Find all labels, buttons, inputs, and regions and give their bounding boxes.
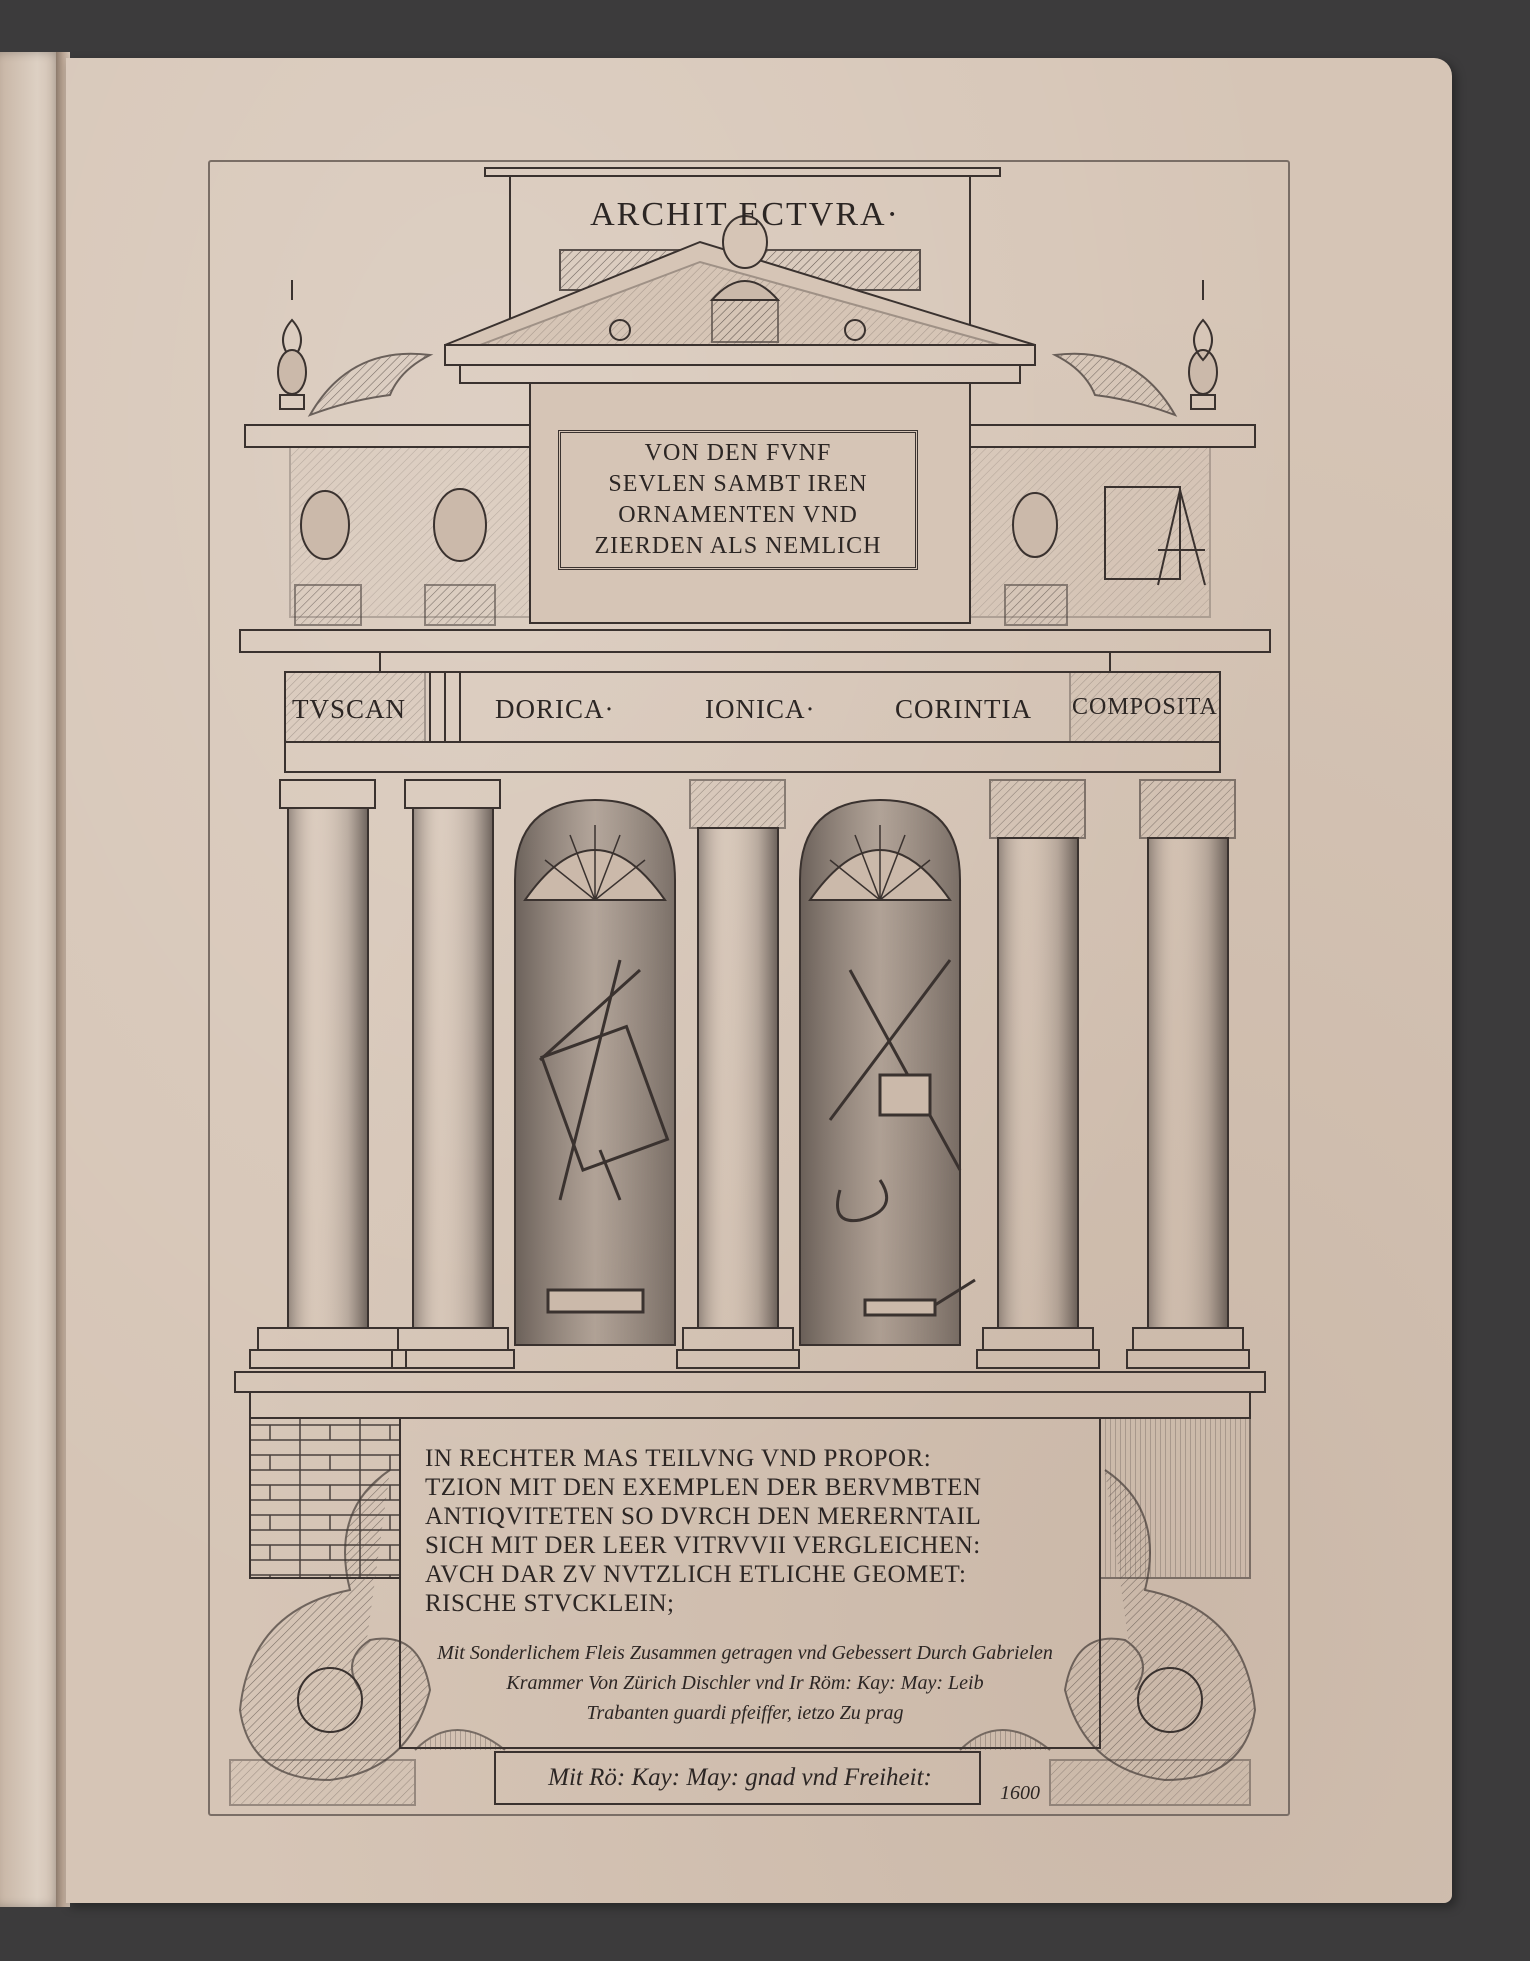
order-composita: COMPOSITA bbox=[1072, 694, 1218, 720]
order-corintia: CORINTIA bbox=[895, 694, 1032, 724]
tablet-line: VON DEN FVNF bbox=[644, 440, 832, 466]
subtitle-line: SICH MIT DER LEER VITRVVII VERGLEICHEN: bbox=[425, 1532, 981, 1559]
author-line: Krammer Von Zürich Dischler vnd Ir Röm: Kay: May: Leib bbox=[506, 1672, 984, 1694]
tablet-line: ZIERDEN ALS NEMLICH bbox=[594, 533, 882, 559]
subtitle-block bbox=[425, 1444, 1105, 1618]
order-dorica: DORICA· bbox=[495, 694, 615, 724]
subtitle-line: RISCHE STVCKLEIN; bbox=[425, 1590, 675, 1617]
subtitle-line: TZION MIT DEN EXEMPLEN DER BERVMBTEN bbox=[425, 1474, 982, 1501]
order-ionica: IONICA· bbox=[705, 694, 816, 724]
book-title: ARCHIT ECTVRA· bbox=[590, 196, 900, 233]
order-tuscan: TVSCAN bbox=[292, 694, 407, 724]
subtitle-line: AVCH DAR ZV NVTZLICH ETLICHE GEOMET: bbox=[425, 1561, 967, 1588]
publication-year: 1600 bbox=[1000, 1782, 1040, 1804]
subtitle-line: IN RECHTER MAS TEILVNG VND PROPOR: bbox=[425, 1445, 932, 1472]
tablet-line: SEVLEN SAMBT IREN bbox=[608, 471, 868, 497]
tablet-line: ORNAMENTEN VND bbox=[618, 502, 858, 528]
title-tablet bbox=[558, 430, 918, 570]
author-line: Mit Sonderlichem Fleis Zusammen getragen vnd Gebessert Durch Gabrielen bbox=[437, 1642, 1053, 1664]
author-line: Trabanten guardi pfeiffer, ietzo Zu prag bbox=[586, 1702, 904, 1724]
imperial-privilege: Mit Rö: Kay: May: gnad vnd Freiheit: bbox=[548, 1764, 932, 1791]
subtitle-line: ANTIQVITETEN SO DVRCH DEN MERERNTAIL bbox=[425, 1503, 982, 1530]
author-block bbox=[395, 1638, 1095, 1728]
